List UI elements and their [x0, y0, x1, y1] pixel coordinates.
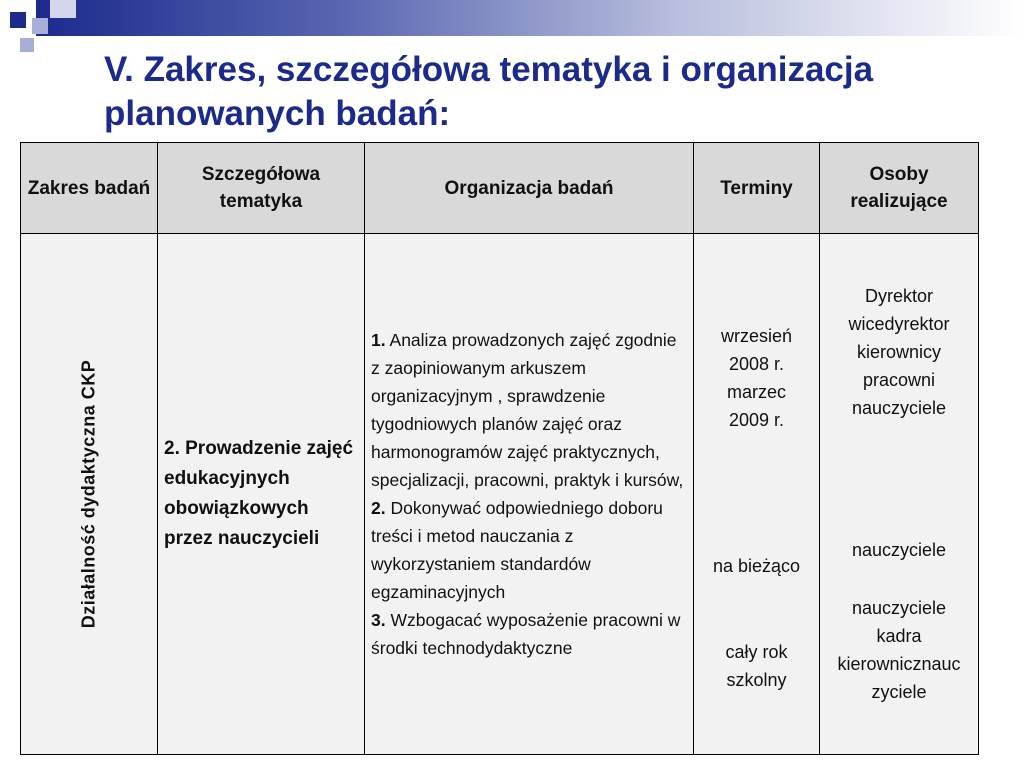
- terminy-block: [694, 552, 819, 580]
- header-tematyka: Szczegółowa tematyka: [158, 143, 365, 234]
- terminy-line: marzec: [726, 382, 786, 402]
- terminy-line: na bieżąco: [712, 556, 801, 576]
- tematyka-text: 2. Prowadzenie zajęć edukacyjnych obowiązkowych przez nauczycieli: [164, 438, 354, 549]
- org-item-number: 1.: [371, 330, 386, 350]
- osoby-line: nauczyciele: [851, 540, 947, 560]
- terminy-line: 2008 r.: [728, 354, 785, 374]
- osoby-line: kadra: [876, 626, 922, 646]
- research-table: [20, 142, 979, 755]
- osoby-line: kierownicznauc: [837, 654, 961, 674]
- header-osoby: Osoby realizujące: [820, 143, 979, 234]
- decor-square: [10, 12, 26, 28]
- org-item-text: Wzbogacać wyposażenie pracowni w środki technodydaktyczne: [371, 610, 681, 658]
- terminy-block: [694, 638, 819, 694]
- org-item: [371, 606, 687, 662]
- cell-terminy: [694, 234, 820, 755]
- org-item-text: Analiza prowadzonych zajęć zgodnie z zaopiniowanym arkuszem organizacyjnym , sprawdzenie tygodniowych planów zajęć oraz harmonogramów zajęć praktycznych, specjalizacji, pracowni, praktyk i kursów,: [371, 330, 684, 490]
- terminy-line: szkolny: [726, 670, 787, 690]
- header-gradient-bar: [36, 0, 1024, 36]
- cell-osoby: [820, 234, 979, 755]
- org-item: [371, 326, 687, 494]
- org-item: [371, 494, 687, 606]
- osoby-line: kierownicy: [856, 342, 942, 362]
- osoby-line: zyciele: [871, 682, 927, 702]
- header-zakres: Zakres badań: [21, 143, 158, 234]
- osoby-line: nauczyciele: [851, 398, 947, 418]
- decor-square: [50, 0, 76, 18]
- decor-square: [32, 18, 48, 34]
- decor-square: [20, 38, 34, 52]
- org-item-number: 2.: [371, 498, 386, 518]
- osoby-block: [820, 282, 978, 422]
- osoby-line: nauczyciele: [851, 598, 947, 618]
- osoby-block: [820, 594, 978, 706]
- table-row: [21, 234, 979, 755]
- header-organizacja: Organizacja badań: [365, 143, 694, 234]
- terminy-line: cały rok: [725, 642, 788, 662]
- cell-tematyka: [158, 234, 365, 755]
- slide-title: V. Zakres, szczegółowa tematyka i organizacja planowanych badań:: [104, 50, 874, 133]
- osoby-block: [820, 536, 978, 564]
- osoby-line: wicedyrektor: [848, 314, 950, 334]
- terminy-block: [694, 322, 819, 434]
- terminy-line: wrzesień: [720, 326, 793, 346]
- org-item-number: 3.: [371, 610, 386, 630]
- header-row: [21, 143, 979, 234]
- header-terminy: Terminy: [694, 143, 820, 234]
- osoby-line: pracowni: [862, 370, 936, 390]
- terminy-line: 2009 r.: [728, 410, 785, 430]
- org-item-text: Dokonywać odpowiedniego doboru treści i metod nauczania z wykorzystaniem standardów egzaminacyjnych: [371, 498, 663, 602]
- zakres-vertical-text: Działalność dydaktyczna CKP: [78, 359, 99, 629]
- osoby-line: Dyrektor: [864, 286, 933, 306]
- cell-organizacja: [365, 234, 694, 755]
- cell-zakres: [21, 234, 158, 755]
